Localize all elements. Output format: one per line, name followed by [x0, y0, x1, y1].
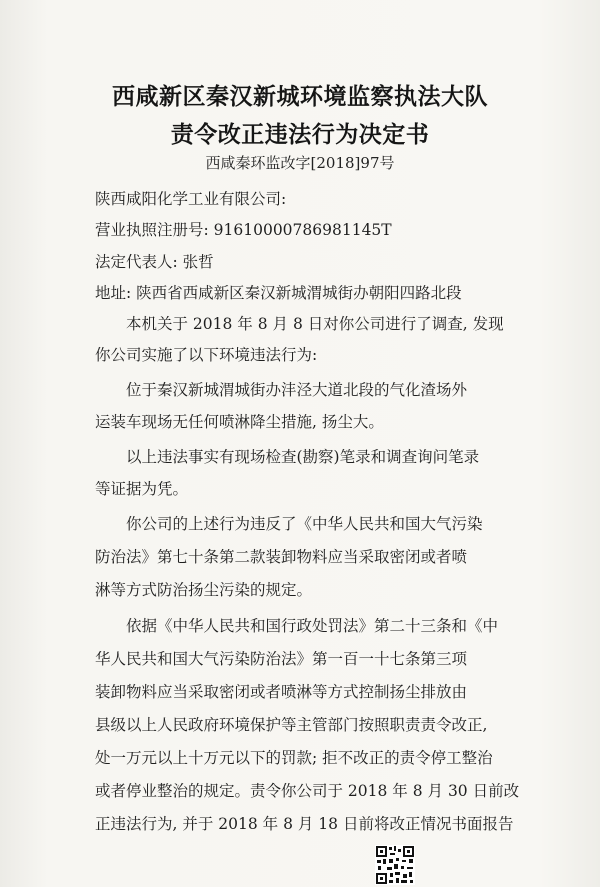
body-line: 等证据为凭。: [95, 480, 189, 498]
legal-representative-line: 法定代表人: 张哲: [95, 253, 214, 271]
body-line: 你公司的上述行为违反了《中华人民共和国大气污染: [95, 515, 483, 533]
body-line: 淋等方式防治扬尘污染的规定。: [95, 581, 313, 599]
body-line: 位于秦汉新城渭城街办沣泾大道北段的气化渣场外: [95, 381, 468, 399]
document-title-line-2: 责令改正违法行为决定书: [170, 122, 430, 148]
address-line: 地址: 陕西省西咸新区秦汉新城渭城街办朝阳四路北段: [95, 284, 462, 302]
body-line: 依据《中华人民共和国行政处罚法》第二十三条和《中: [95, 617, 499, 635]
body-line: 处一万元以上十万元以下的罚款; 拒不改正的责令停工整治: [95, 749, 493, 767]
registration-number-line: 营业执照注册号: 91610000786981145T: [95, 221, 392, 239]
body-line: 以上违法事实有现场检查(勘察)笔录和调查询问笔录: [95, 448, 480, 466]
recipient-line: 陕西咸阳化学工业有限公司:: [95, 190, 287, 208]
qr-code-icon: [375, 845, 415, 885]
body-line: 本机关于 2018 年 8 月 8 日对你公司进行了调查, 发现: [95, 315, 504, 333]
body-line: 正违法行为, 并于 2018 年 8 月 18 日前将改正情况书面报告: [95, 815, 514, 833]
body-line: 防治法》第七十条第二款装卸物料应当采取密闭或者喷: [95, 548, 468, 566]
body-line: 县级以上人民政府环境保护等主管部门按照职责责令改正,: [95, 716, 488, 734]
document-number: 西咸秦环监改字[2018]97号: [205, 154, 395, 172]
body-line: 华人民共和国大气污染防治法》第一百一十七条第三项: [95, 650, 468, 668]
body-line: 运装车现场无任何喷淋降尘措施, 扬尘大。: [95, 413, 384, 431]
body-line: 装卸物料应当采取密闭或者喷淋等方式控制扬尘排放由: [95, 683, 468, 701]
document-title-line-1: 西咸新区秦汉新城环境监察执法大队: [112, 84, 488, 110]
body-line: 你公司实施了以下环境违法行为:: [95, 346, 318, 364]
body-line: 或者停业整治的规定。责令你公司于 2018 年 8 月 30 日前改: [95, 782, 520, 800]
